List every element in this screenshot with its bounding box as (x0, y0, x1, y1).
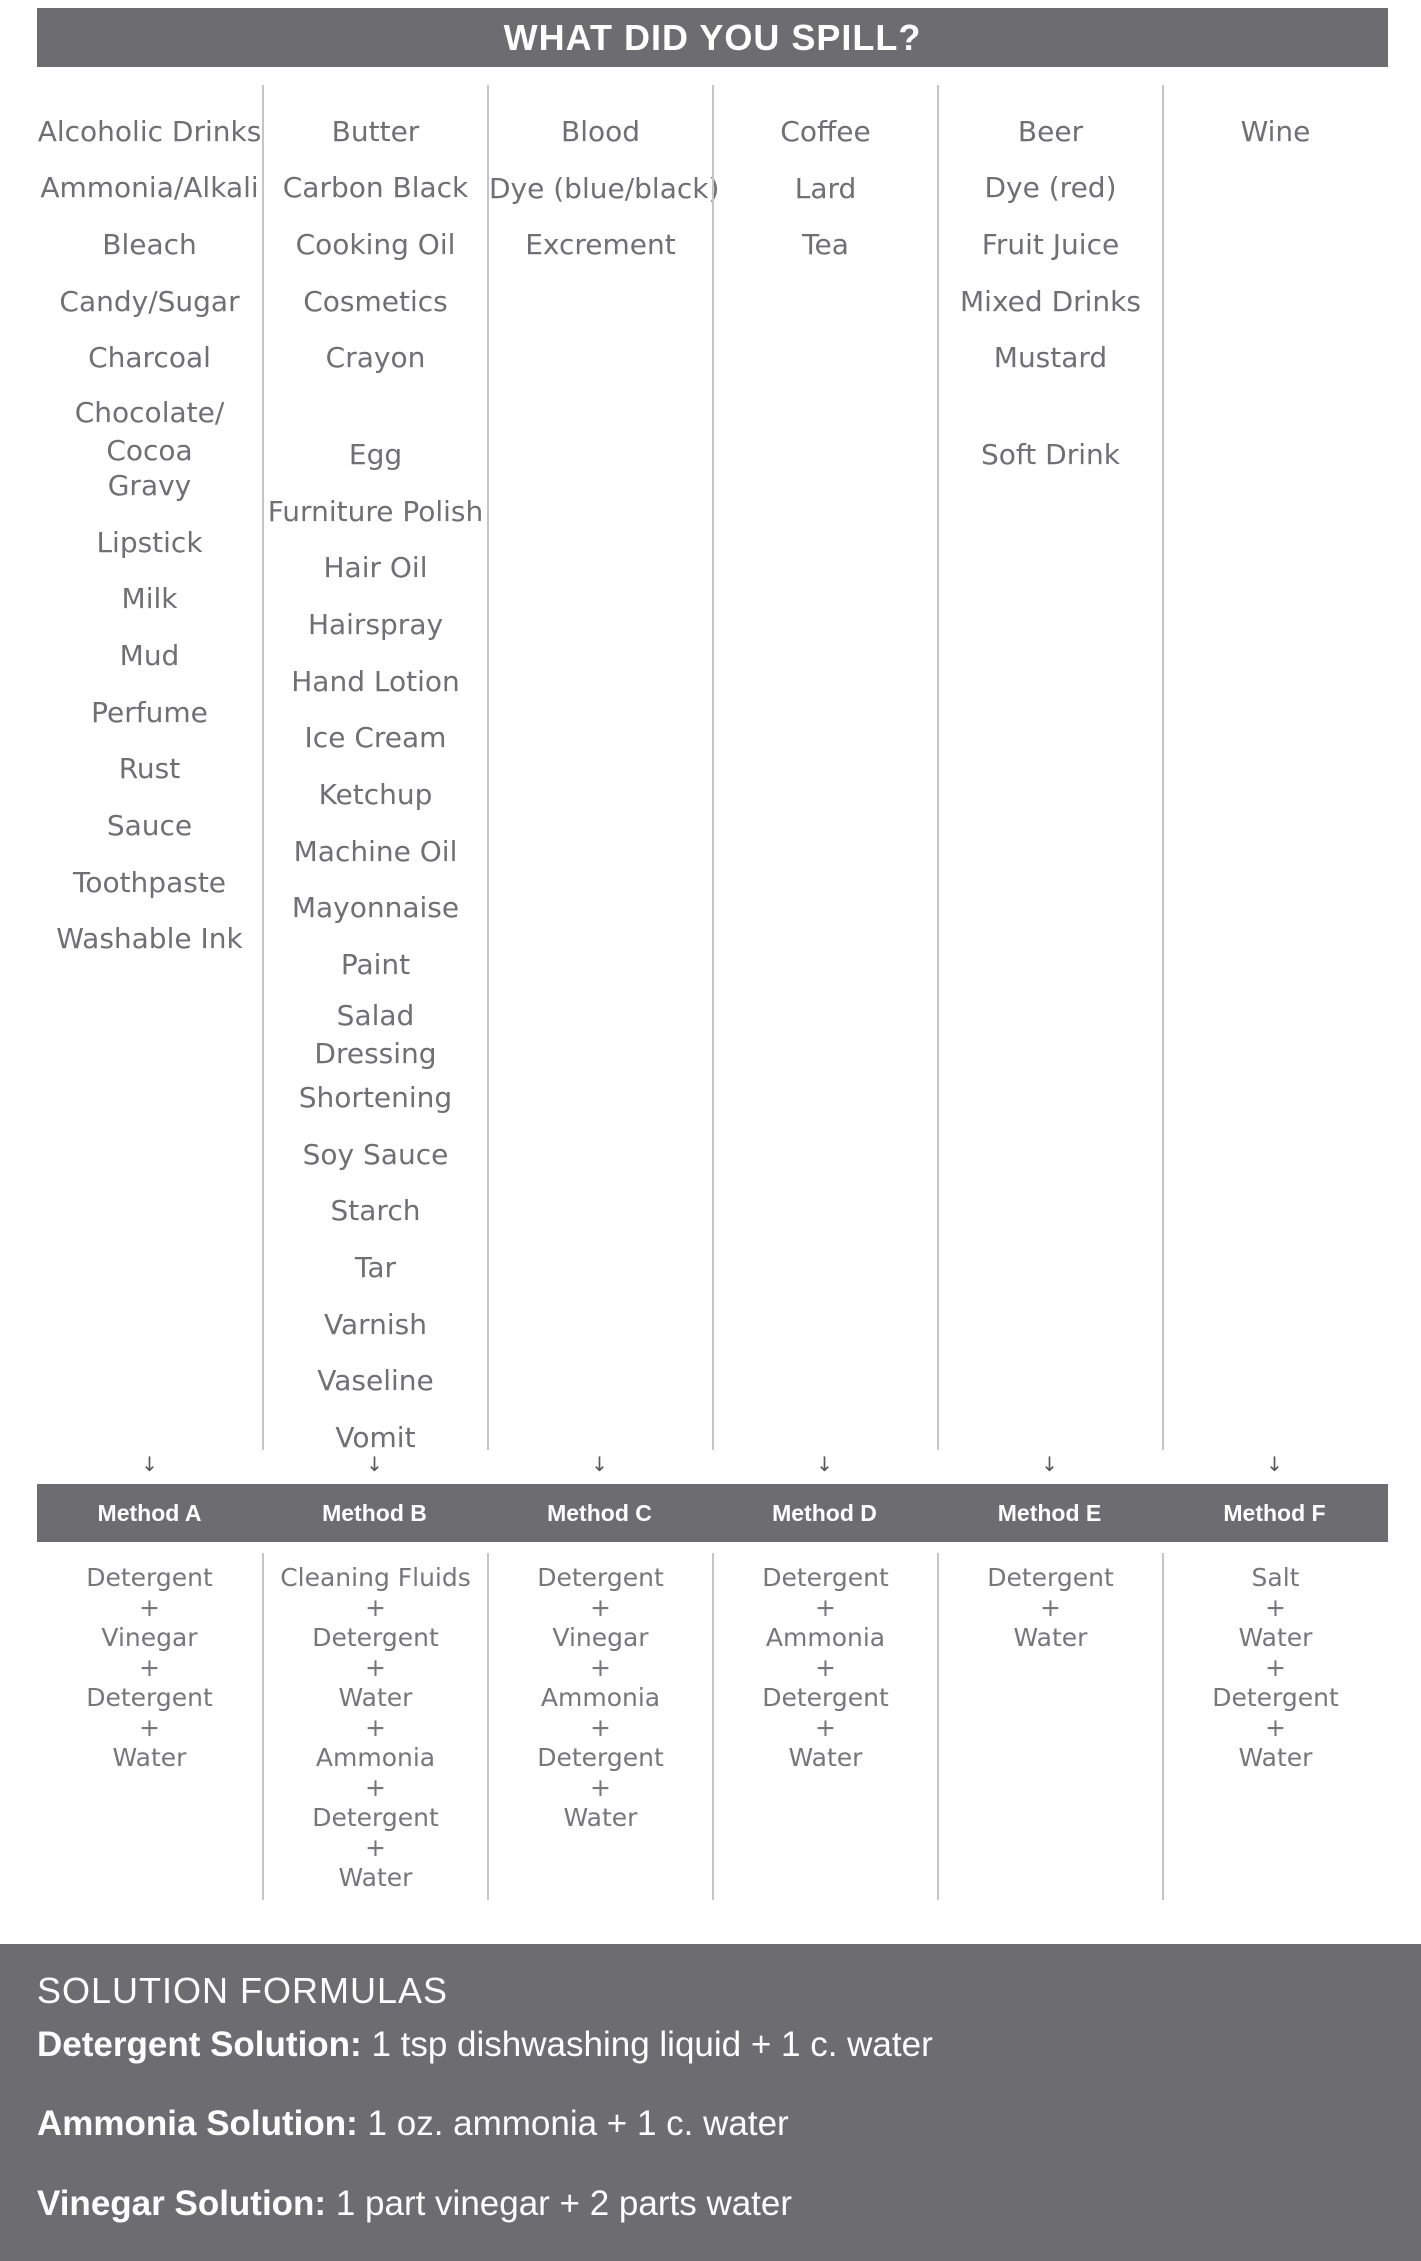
spill-item: Crayon (325, 341, 426, 374)
plus-sign: + (365, 1773, 386, 1802)
method-label-a: Method A (97, 1500, 202, 1526)
spill-columns (37, 85, 1388, 1454)
page-title-banner (37, 8, 1388, 67)
spill-item: Varnish (323, 1308, 428, 1341)
spill-item: Starch (330, 1194, 421, 1227)
plus-sign: + (139, 1653, 160, 1682)
plus-sign: + (590, 1653, 611, 1682)
spill-item: Ice Cream (304, 721, 447, 754)
spill-item: Coffee (780, 115, 871, 148)
plus-sign: + (1265, 1653, 1286, 1682)
method-step: Ammonia (315, 1743, 436, 1772)
spill-item: Vaseline (317, 1364, 434, 1397)
method-step: Detergent (86, 1563, 213, 1592)
spill-item: Paint (340, 948, 411, 981)
plus-sign: + (1265, 1713, 1286, 1742)
method-step: Detergent (86, 1683, 213, 1712)
plus-sign: + (815, 1713, 836, 1742)
method-step: Water (112, 1743, 187, 1772)
method-step: Water (338, 1683, 413, 1712)
method-step: Detergent (537, 1743, 664, 1772)
spill-column-a (37, 85, 262, 1450)
plus-sign: + (590, 1773, 611, 1802)
spill-column-c (487, 85, 720, 1450)
plus-sign: + (590, 1593, 611, 1622)
down-arrow-icon: ↓ (591, 1452, 608, 1476)
plus-sign: + (139, 1593, 160, 1622)
spill-item: Egg (348, 438, 403, 471)
method-steps-e (937, 1553, 1162, 1900)
spill-item: Washable Ink (56, 922, 243, 955)
plus-sign: + (1265, 1593, 1286, 1622)
spill-item: Perfume (91, 696, 208, 729)
spill-item: Cooking Oil (295, 228, 456, 261)
spill-item: Gravy (107, 469, 192, 502)
spill-item: Vomit (335, 1421, 416, 1454)
plus-sign: + (815, 1593, 836, 1622)
spill-item: Wine (1240, 115, 1311, 148)
spill-item: Lipstick (96, 526, 203, 559)
spill-item: Dye (red) (984, 171, 1117, 204)
method-step: Detergent (762, 1683, 889, 1712)
method-step: Water (563, 1803, 638, 1832)
method-step: Water (338, 1863, 413, 1892)
spill-item: Mud (119, 639, 180, 672)
plus-sign: + (815, 1653, 836, 1682)
method-steps-d (712, 1553, 937, 1900)
spill-item: Butter (331, 115, 420, 148)
down-arrow-icon: ↓ (141, 1452, 158, 1476)
spill-item: Dye (blue/black) (489, 171, 720, 205)
method-steps-f (1162, 1553, 1387, 1900)
formula-recipe: 1 tsp dishwashing liquid + 1 c. water (361, 2025, 933, 2064)
method-label-c: Method C (547, 1500, 652, 1526)
spill-item: Mixed Drinks (960, 285, 1141, 318)
spill-item: Toothpaste (72, 866, 227, 899)
spill-item: Sauce (106, 809, 193, 842)
spill-item: Bleach (102, 228, 197, 261)
spill-item: Furniture Polish (267, 495, 484, 528)
method-step: Vinegar (552, 1623, 649, 1652)
spill-item: Fruit Juice (981, 228, 1120, 261)
spill-item: Charcoal (88, 341, 211, 374)
detergent-solution-formula (37, 2025, 933, 2065)
method-formula-columns (37, 1553, 1388, 1900)
method-step: Water (1013, 1623, 1088, 1652)
method-step: Vinegar (101, 1623, 198, 1652)
formula-recipe: 1 oz. ammonia + 1 c. water (357, 2104, 789, 2143)
method-steps-a (37, 1553, 262, 1900)
plus-sign: + (590, 1713, 611, 1742)
spill-item: Ketchup (318, 778, 433, 811)
method-step: Salt (1251, 1563, 1300, 1592)
spill-item: Milk (121, 582, 178, 615)
spill-item: Tea (802, 228, 849, 261)
spill-item: Alcoholic Drinks (37, 115, 262, 148)
spill-item: Mayonnaise (291, 891, 460, 924)
method-step: Water (1238, 1743, 1313, 1772)
method-step: Detergent (1212, 1683, 1339, 1712)
spill-column-d (712, 85, 937, 1450)
spill-column-e (937, 85, 1162, 1450)
spill-item: Mustard (993, 341, 1108, 374)
spill-item: Cosmetics (303, 285, 448, 318)
method-header-bar (37, 1484, 1388, 1542)
formula-name: Vinegar Solution: (37, 2184, 327, 2223)
method-label-d: Method D (772, 1500, 877, 1526)
down-arrow-icon: ↓ (366, 1452, 383, 1476)
method-label-f: Method F (1223, 1500, 1326, 1526)
method-step: Ammonia (540, 1683, 661, 1712)
method-steps-c (487, 1553, 712, 1900)
spill-column-b (262, 85, 487, 1454)
method-steps-b (262, 1553, 487, 1900)
plus-sign: + (1040, 1593, 1061, 1622)
method-label-e: Method E (997, 1500, 1102, 1526)
down-arrow-icon: ↓ (1266, 1452, 1283, 1476)
spill-item: Carbon Black (282, 171, 469, 204)
spill-item: Hairspray (307, 608, 444, 641)
spill-item: Lard (794, 171, 857, 205)
solution-formulas-title: SOLUTION FORMULAS (37, 1970, 449, 2011)
formula-name: Ammonia Solution: (37, 2104, 358, 2143)
solution-formulas-panel (0, 1944, 1421, 2261)
plus-sign: + (365, 1713, 386, 1742)
method-step: Detergent (312, 1623, 439, 1652)
down-arrow-icon: ↓ (1041, 1452, 1058, 1476)
plus-sign: + (365, 1593, 386, 1622)
spill-item: Hand Lotion (291, 665, 460, 698)
spill-item: Soy Sauce (302, 1138, 449, 1171)
formula-recipe: 1 part vinegar + 2 parts water (326, 2184, 793, 2223)
spill-item: Ammonia/Alkali (40, 171, 259, 204)
method-step: Cleaning Fluids (280, 1563, 471, 1592)
spill-item: Salad Dressing (314, 999, 437, 1070)
spill-item: Shortening (298, 1081, 453, 1114)
spill-item: Chocolate/ Cocoa (74, 396, 225, 467)
plus-sign: + (365, 1833, 386, 1862)
spill-item: Machine Oil (293, 835, 458, 868)
page-title: WHAT DID YOU SPILL? (503, 16, 922, 58)
method-step: Detergent (762, 1563, 889, 1592)
spill-item: Excrement (525, 228, 676, 261)
formula-name: Detergent Solution: (37, 2025, 362, 2064)
method-step: Ammonia (765, 1623, 886, 1652)
method-label-b: Method B (322, 1500, 427, 1526)
spill-item: Blood (560, 115, 641, 148)
down-arrow-icon: ↓ (816, 1452, 833, 1476)
spill-item: Tar (354, 1251, 397, 1284)
plus-sign: + (365, 1653, 386, 1682)
plus-sign: + (139, 1713, 160, 1742)
method-step: Detergent (312, 1803, 439, 1832)
spill-item: Soft Drink (981, 438, 1120, 471)
method-step: Detergent (537, 1563, 664, 1592)
spill-column-f (1162, 85, 1387, 1450)
method-step: Water (788, 1743, 863, 1772)
spill-item: Hair Oil (323, 551, 428, 584)
spill-item: Beer (1017, 115, 1084, 148)
method-step: Water (1238, 1623, 1313, 1652)
method-step: Detergent (987, 1563, 1114, 1592)
vinegar-solution-formula (37, 2184, 792, 2224)
spill-item: Candy/Sugar (59, 285, 240, 318)
ammonia-solution-formula (37, 2104, 789, 2144)
spill-item: Rust (118, 752, 181, 785)
